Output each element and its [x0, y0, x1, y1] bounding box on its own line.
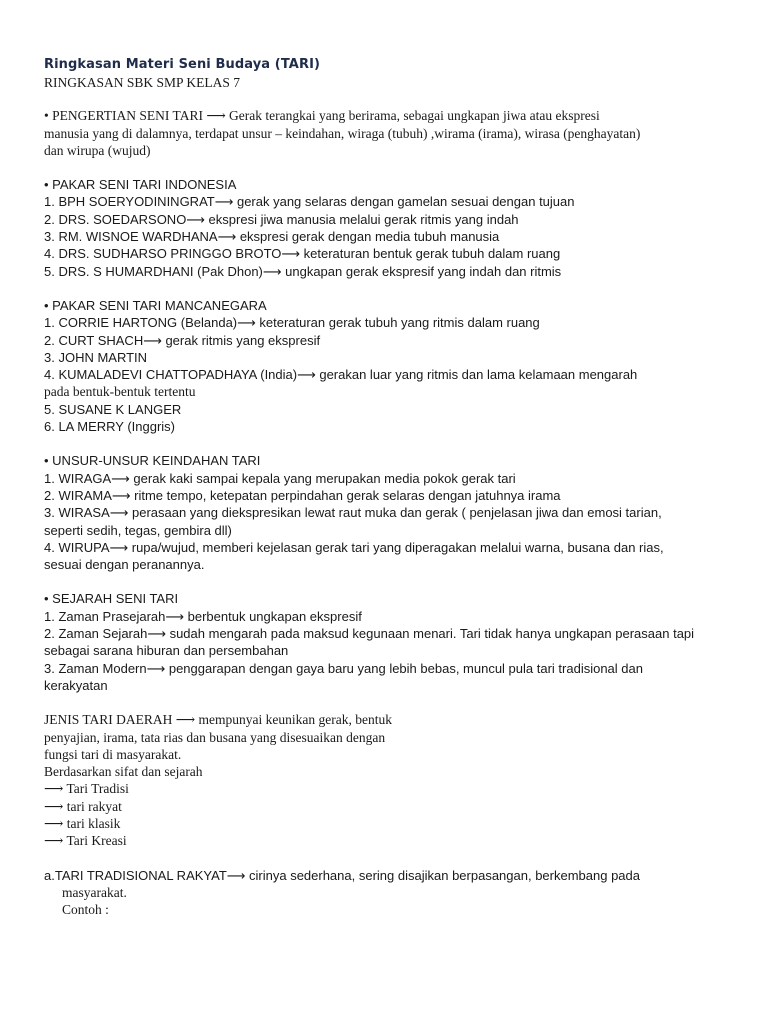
section-heading: • PAKAR SENI TARI INDONESIA: [44, 177, 237, 193]
text-line: a.TARI TRADISIONAL RAKYAT⟶ cirinya sederhana, sering disajikan berpasangan, berkembang pada: [44, 867, 640, 883]
text-line: manusia yang di dalamnya, terdapat unsur – keindahan, wiraga (tubuh) ,wirama (irama), wirasa (penghayatan): [44, 125, 641, 141]
list-item-continuation: sebagai sarana hiburan dan persembahan: [44, 643, 289, 659]
section-jenis-tari: [44, 711, 728, 849]
list-item: 5. SUSANE K LANGER: [44, 401, 182, 417]
list-item: 4. DRS. SUDHARSO PRINGGO BROTO⟶ keteraturan bentuk gerak tubuh dalam ruang: [44, 246, 561, 262]
list-item: 4. WIRUPA⟶ rupa/wujud, memberi kejelasan gerak tari yang diperagakan melalui warna, busana dan rias,: [44, 539, 664, 555]
text-line: fungsi tari di masyarakat.: [44, 746, 182, 762]
text-line: Contoh :: [62, 902, 109, 918]
section-heading: • PAKAR SENI TARI MANCANEGARA: [44, 297, 267, 313]
section-sejarah: [44, 590, 728, 694]
list-item: 2. DRS. SOEDARSONO⟶ ekspresi jiwa manusia melalui gerak ritmis yang indah: [44, 211, 519, 227]
list-item: ⟶ tari rakyat: [44, 798, 122, 814]
text-line: masyarakat.: [62, 884, 127, 900]
text-line: penyajian, irama, tata rias dan busana yang disesuaikan dengan: [44, 729, 386, 745]
section-heading: • SEJARAH SENI TARI: [44, 591, 179, 607]
list-item: ⟶ Tari Tradisi: [44, 781, 129, 797]
text-line: • PENGERTIAN SENI TARI ⟶ Gerak terangkai yang berirama, sebagai ungkapan jiwa atau ekspresi: [44, 108, 600, 124]
list-item: 3. WIRASA⟶ perasaan yang diekspresikan lewat raut muka dan gerak ( penjelasan jiwa dan emosi tarian,: [44, 505, 662, 521]
list-item: ⟶ tari klasik: [44, 815, 121, 831]
list-item-continuation: kerakyatan: [44, 677, 108, 693]
list-item: 6. LA MERRY (Inggris): [44, 419, 176, 435]
list-item-continuation: sesuai dengan peranannya.: [44, 557, 205, 573]
section-pakar-indonesia: [44, 176, 728, 280]
text-line: Berdasarkan sifat dan sejarah: [44, 764, 203, 780]
list-item: 1. CORRIE HARTONG (Belanda)⟶ keteraturan gerak tubuh yang ritmis dalam ruang: [44, 315, 540, 331]
section-pakar-mancanegara: [44, 297, 728, 435]
list-item: 3. JOHN MARTIN: [44, 349, 148, 365]
list-item: 1. BPH SOERYODININGRAT⟶ gerak yang selaras dengan gamelan sesuai dengan tujuan: [44, 194, 575, 210]
document-title: Ringkasan Materi Seni Budaya (TARI): [44, 57, 321, 72]
list-item: 2. CURT SHACH⟶ gerak ritmis yang ekspresif: [44, 332, 321, 348]
list-item: 3. Zaman Modern⟶ penggarapan dengan gaya baru yang lebih bebas, muncul pula tari tradisional dan: [44, 660, 643, 676]
section-tari-tradisional: [44, 867, 728, 919]
list-item: 1. Zaman Prasejarah⟶ berbentuk ungkapan ekspresif: [44, 608, 362, 624]
list-item: 2. WIRAMA⟶ ritme tempo, ketepatan perpindahan gerak selaras dengan jatuhnya irama: [44, 487, 561, 503]
list-item: 5. DRS. S HUMARDHANI (Pak Dhon)⟶ ungkapan gerak ekspresif yang indah dan ritmis: [44, 263, 562, 279]
text-line: dan wirupa (wujud): [44, 142, 151, 158]
list-item: 4. KUMALADEVI CHATTOPADHAYA (India)⟶ gerakan luar yang ritmis dan lama kelamaan mengarah: [44, 367, 638, 383]
list-item: 3. RM. WISNOE WARDHANA⟶ ekspresi gerak dengan media tubuh manusia: [44, 229, 500, 245]
section-heading: • UNSUR-UNSUR KEINDAHAN TARI: [44, 453, 261, 469]
list-item: 1. WIRAGA⟶ gerak kaki sampai kepala yang merupakan media pokok gerak tari: [44, 470, 516, 486]
section-heading: JENIS TARI DAERAH ⟶ mempunyai keunikan gerak, bentuk: [44, 712, 392, 728]
document-subtitle: RINGKASAN SBK SMP KELAS 7: [44, 75, 241, 90]
list-item-continuation: seperti sedih, tegas, gembira dll): [44, 522, 232, 538]
section-pengertian: [44, 107, 728, 159]
list-item-continuation: pada bentuk-bentuk tertentu: [44, 384, 196, 400]
section-unsur: [44, 452, 728, 573]
list-item: ⟶ Tari Kreasi: [44, 833, 127, 849]
list-item: 2. Zaman Sejarah⟶ sudah mengarah pada maksud kegunaan menari. Tari tidak hanya ungkapan perasaan tapi: [44, 626, 695, 642]
